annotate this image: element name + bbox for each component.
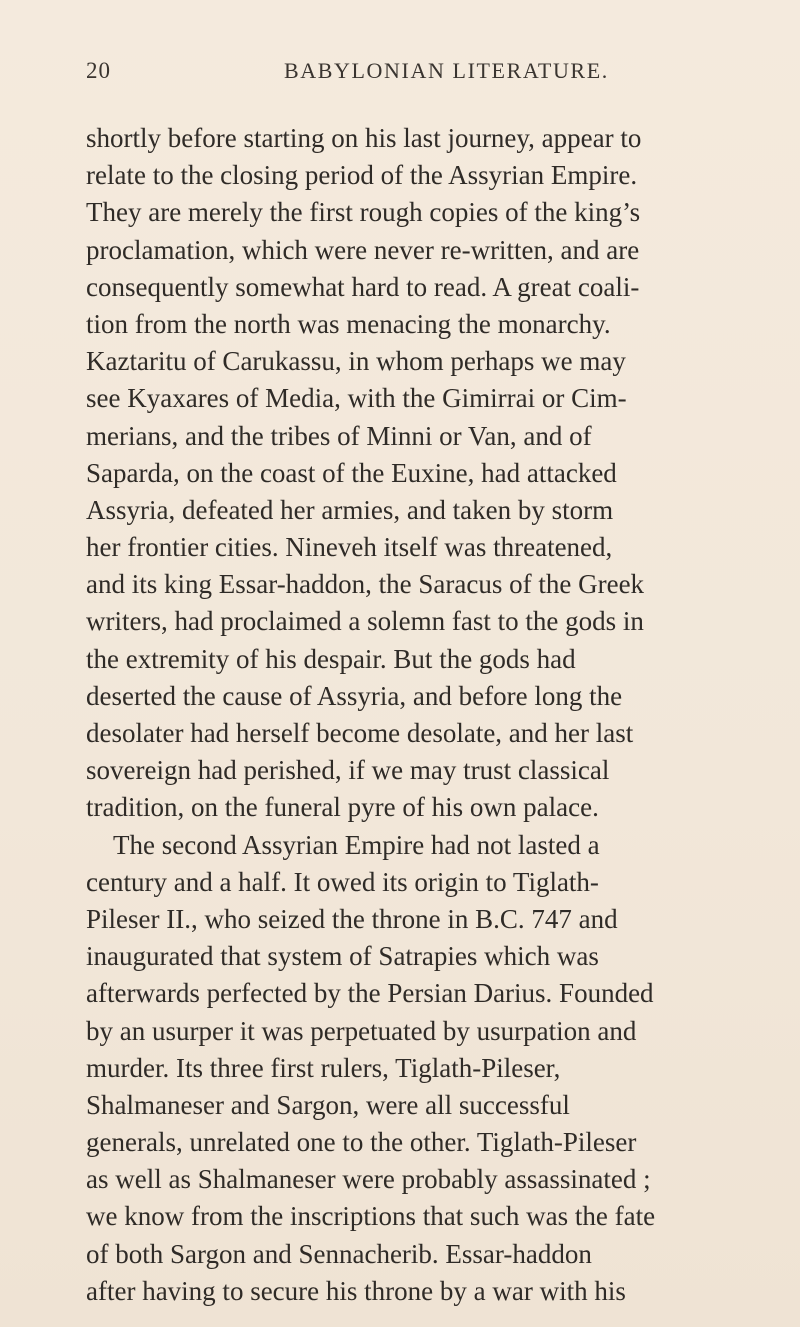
text-line: Assyria, defeated her armies, and taken by storm bbox=[86, 494, 614, 525]
text-line: deserted the cause of Assyria, and before long the bbox=[86, 680, 623, 711]
text-line: murder. Its three first rulers, Tiglath-Pileser, bbox=[86, 1052, 561, 1083]
text-line: and its king Essar-haddon, the Saracus of the Greek bbox=[86, 569, 645, 600]
text-line: after having to secure his throne by a war with his bbox=[86, 1275, 626, 1306]
text-line: Kaztaritu of Carukassu, in whom perhaps we may bbox=[86, 346, 626, 377]
text-line: Pileser II., who seized the throne in B.C. 747 and bbox=[86, 903, 618, 934]
text-line: They are merely the first rough copies of the king’s bbox=[86, 197, 641, 228]
text-line: writers, had proclaimed a solemn fast to the gods in bbox=[86, 606, 644, 637]
text-line: relate to the closing period of the Assyrian Empire. bbox=[86, 160, 638, 191]
page-number: 20 bbox=[86, 58, 111, 83]
running-title: BABYLONIAN LITERATURE. bbox=[284, 58, 609, 83]
paragraph-first-line: The second Assyrian Empire had not lasted a bbox=[113, 829, 600, 860]
running-head bbox=[0, 58, 800, 86]
text-line: tion from the north was menacing the monarchy. bbox=[86, 308, 611, 339]
text-line: desolater had herself become desolate, and her last bbox=[86, 718, 634, 748]
text-line: her frontier cities. Nineveh itself was threatened, bbox=[86, 532, 613, 563]
text-line: see Kyaxares of Media, with the Gimirrai or Cim- bbox=[86, 383, 627, 414]
text-line: sovereign had perished, if we may trust classical bbox=[86, 755, 610, 786]
text-line: of both Sargon and Sennacherib. Essar-haddon bbox=[86, 1238, 592, 1269]
text-line: shortly before starting on his last journey, appear to bbox=[86, 123, 642, 153]
text-line: consequently somewhat hard to read. A great coali- bbox=[86, 271, 640, 302]
text-line: proclamation, which were never re-written, and are bbox=[86, 234, 640, 265]
text-line: tradition, on the funeral pyre of his own palace. bbox=[86, 792, 599, 823]
text-line: inaugurated that system of Satrapies which was bbox=[86, 941, 599, 972]
text-line: afterwards perfected by the Persian Darius. Founded bbox=[86, 978, 654, 1009]
text-line: we know from the inscriptions that such was the fate bbox=[86, 1201, 656, 1232]
text-line: as well as Shalmaneser were probably assassinated ; bbox=[86, 1164, 651, 1195]
text-line: merians, and the tribes of Minni or Van, and of bbox=[86, 420, 592, 451]
body-text bbox=[86, 120, 786, 1310]
text-line: the extremity of his despair. But the gods had bbox=[86, 643, 576, 674]
text-line: Shalmaneser and Sargon, were all successful bbox=[86, 1089, 570, 1120]
text-line: generals, unrelated one to the other. Tiglath-Pileser bbox=[86, 1127, 637, 1158]
text-line: by an usurper it was perpetuated by usurpation and bbox=[86, 1015, 637, 1046]
text-line: century and a half. It owed its origin to Tiglath- bbox=[86, 866, 599, 897]
text-line: Saparda, on the coast of the Euxine, had attacked bbox=[86, 457, 617, 488]
